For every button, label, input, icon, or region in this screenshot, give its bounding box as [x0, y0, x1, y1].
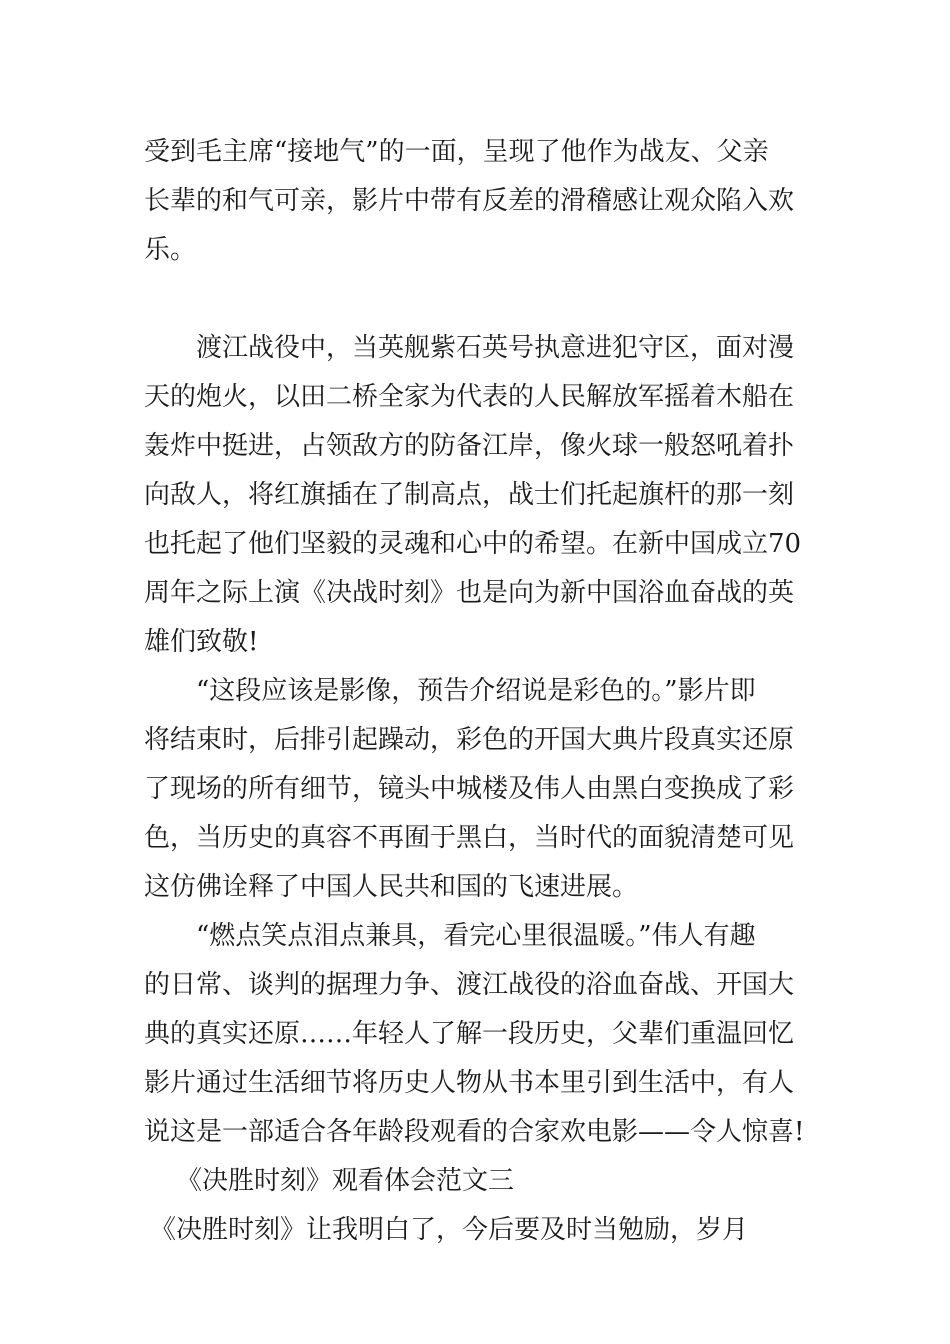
- text-line: “这段应该是影像，预告介绍说是彩色的。”影片即: [196, 676, 756, 706]
- text-line: 将结束时，后排引起躁动，彩色的开国大典片段真实还原: [144, 725, 795, 755]
- section-heading: 《决胜时刻》观看体会范文三: [176, 1166, 515, 1196]
- text-line: 轰炸中挺进，占领敌方的防备江岸，像火球一般怒吼着扑: [144, 431, 795, 461]
- text-line: 周年之际上演《决战时刻》也是向为新中国浴血奋战的英: [144, 578, 795, 608]
- text-line: 雄们致敬!: [144, 627, 259, 657]
- text-line: 《决胜时刻》让我明白了，今后要及时当勉励，岁月: [150, 1215, 749, 1245]
- text-line: 这仿佛诠释了中国人民共和国的飞速进展。: [144, 872, 639, 902]
- text-line: 天的炮火，以田二桥全家为代表的人民解放军摇着木船在: [144, 382, 795, 412]
- text-line: 渡江战役中，当英舰紫石英号执意进犯守区，面对漫: [196, 333, 795, 363]
- text-line: 也托起了他们坚毅的灵魂和心中的希望。在新中国成立70: [144, 529, 802, 559]
- text-line: “燃点笑点泪点兼具，看完心里很温暖。”伟人有趣: [196, 921, 756, 951]
- text-line: 说这是一部适合各年龄段观看的合家欢电影——令人惊喜!: [144, 1117, 805, 1147]
- text-line: 长辈的和气可亲，影片中带有反差的滑稽感让观众陷入欢: [144, 186, 795, 216]
- text-line: 色，当历史的真容不再囿于黑白，当时代的面貌清楚可见: [144, 823, 795, 853]
- text-line: 乐。: [144, 235, 197, 265]
- text-line: 影片通过生活细节将历史人物从书本里引到生活中，有人: [144, 1068, 795, 1098]
- text-line: 受到毛主席“接地气”的一面，呈现了他作为战友、父亲: [144, 137, 769, 167]
- text-line: 了现场的所有细节，镜头中城楼及伟人由黑白变换成了彩: [144, 774, 795, 804]
- text-line: 典的真实还原……年轻人了解一段历史，父辈们重温回忆: [144, 1019, 795, 1049]
- text-line: 的日常、谈判的据理力争、渡江战役的浴血奋战、开国大: [144, 970, 795, 1000]
- text-line: 向敌人，将红旗插在了制高点，战士们托起旗杆的那一刻: [144, 480, 795, 510]
